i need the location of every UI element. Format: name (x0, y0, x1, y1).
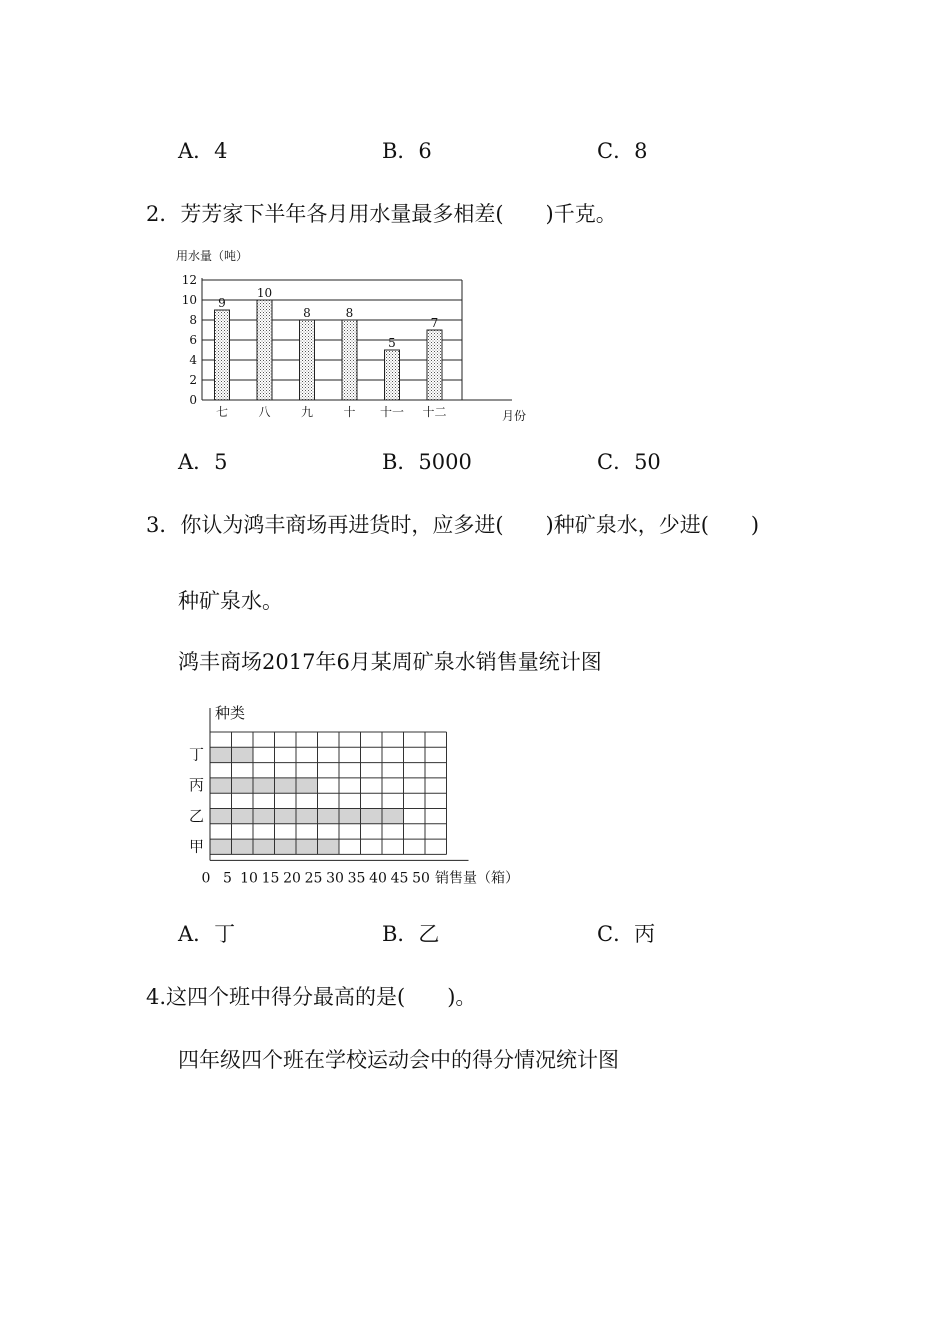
water-usage-bar-chart (170, 240, 527, 430)
x-tick-label: 15 (261, 870, 280, 887)
y-tick-label: 丁 (188, 745, 204, 764)
q2-option-a: A．5 (178, 450, 228, 474)
y-tick-label: 丙 (188, 776, 204, 795)
bar-4 (385, 350, 400, 400)
q4-chart-title: 四年级四个班在学校运动会中的得分情况统计图 (178, 1048, 619, 1072)
x-tick-label: 十一 (379, 405, 405, 419)
x-tick-label: 七 (215, 405, 229, 419)
x-tick-label: 0 (201, 870, 211, 887)
x-tick-label: 九 (300, 405, 314, 419)
data-label: 9 (218, 296, 226, 310)
q1-option-a: A．4 (178, 139, 228, 163)
x-tick-label: 十二 (422, 405, 447, 419)
x-tick-label: 50 (412, 870, 430, 887)
x-tick-label: 5 (223, 870, 232, 887)
y-tick-label: 4 (189, 353, 197, 367)
x-tick-label: 25 (304, 870, 323, 887)
x-tick-label: 10 (240, 870, 258, 887)
bar-0 (215, 310, 230, 400)
bar-5 (427, 330, 442, 400)
bar-1 (210, 778, 318, 793)
x-axis-label: 销售量（箱） (435, 870, 519, 887)
bar-3 (342, 320, 357, 400)
bar-2 (300, 320, 315, 400)
x-tick-label: 45 (390, 870, 409, 887)
x-tick-label: 40 (369, 870, 387, 887)
q1-option-b: B．6 (382, 139, 432, 163)
q3-chart-title: 鸿丰商场2017年6月某周矿泉水销售量统计图 (178, 650, 602, 674)
q3-stem-line2: 种矿泉水。 (178, 589, 283, 613)
q2-stem: 2．芳芳家下半年各月用水量最多相差( )千克。 (146, 202, 617, 226)
q3-option-b: B．乙 (382, 922, 440, 946)
x-axis-label: 月份 (502, 409, 527, 423)
y-tick-label: 8 (189, 313, 197, 327)
data-label: 8 (303, 306, 311, 320)
q1-option-c: C．8 (597, 139, 648, 163)
y-axis-label: 种类 (215, 704, 246, 722)
y-tick-label: 12 (181, 273, 197, 287)
y-axis-label: 用水量（吨） (176, 249, 249, 263)
data-label: 10 (256, 286, 273, 300)
q3-option-c: C．丙 (597, 922, 656, 946)
y-tick-label: 2 (189, 373, 197, 387)
q2-option-b: B．5000 (382, 450, 472, 474)
y-tick-label: 0 (189, 393, 197, 407)
x-tick-label: 八 (258, 405, 271, 419)
data-label: 8 (345, 306, 354, 320)
water-sales-horizontal-bar-chart (180, 700, 540, 895)
bar-2 (210, 809, 404, 824)
data-label: 5 (388, 336, 396, 350)
x-tick-label: 十 (343, 405, 356, 419)
y-tick-label: 6 (189, 333, 197, 347)
q2-option-c: C．50 (597, 450, 661, 474)
q3-stem-line1: 3．你认为鸿丰商场再进货时，应多进( )种矿泉水，少进( ) (146, 513, 760, 537)
y-tick-label: 10 (181, 293, 197, 307)
bar-1 (257, 300, 272, 400)
y-tick-label: 乙 (188, 806, 204, 825)
q4-stem: 4.这四个班中得分最高的是( )。 (146, 985, 477, 1009)
y-tick-label: 甲 (188, 837, 204, 856)
x-tick-label: 30 (326, 870, 344, 887)
x-tick-label: 35 (347, 870, 366, 887)
data-label: 7 (430, 316, 439, 330)
x-tick-label: 20 (283, 870, 301, 887)
q3-option-a: A．丁 (178, 922, 236, 946)
